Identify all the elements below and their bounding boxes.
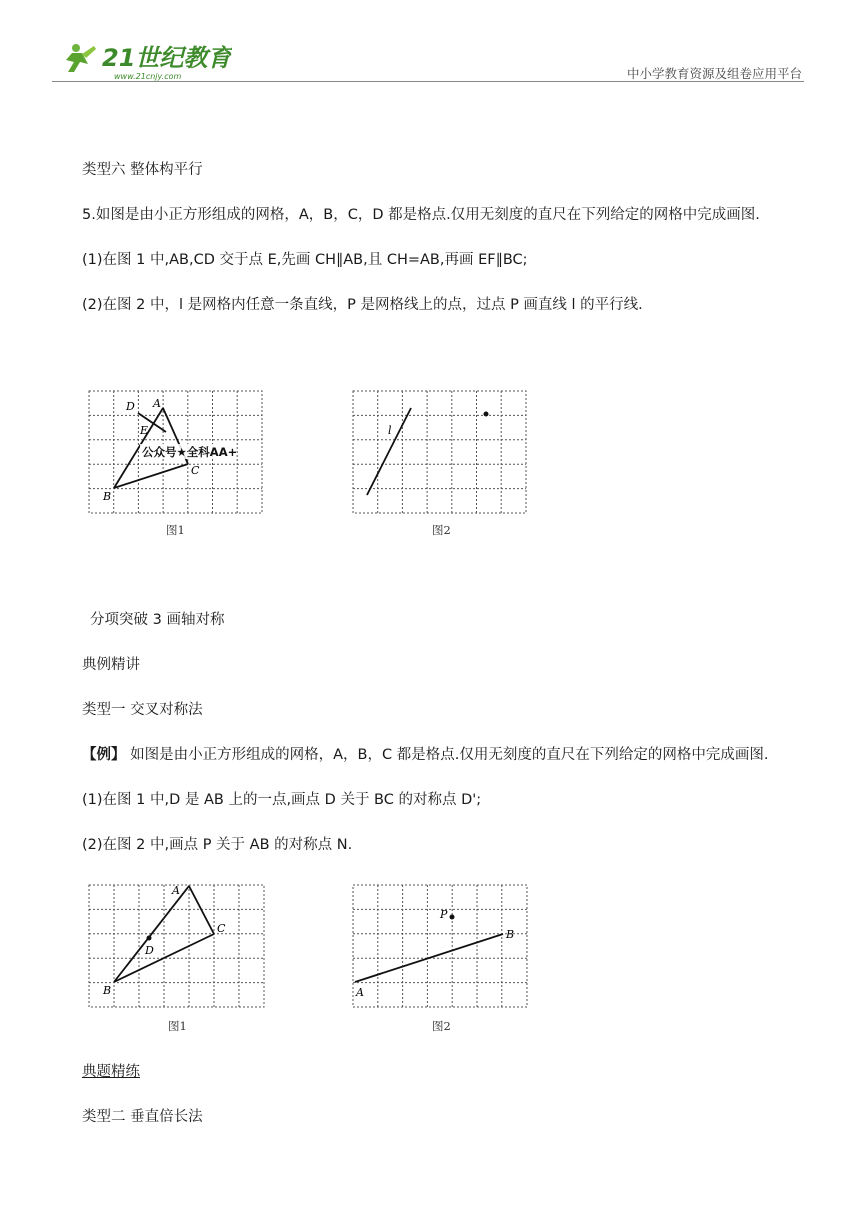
example-part-1: (1)在图 1 中,D 是 AB 上的一点,画点 D 关于 BC 的对称点 D';: [82, 792, 482, 808]
label-e: E: [140, 424, 149, 437]
logo-21cnjy: [62, 40, 232, 82]
logo-text: 21世纪教育: [102, 44, 232, 72]
header-platform-text: 中小学教育资源及组卷应用平台: [626, 66, 802, 81]
example-stem: [82, 745, 768, 765]
point-p: [450, 915, 455, 920]
type-title-6: 类型六 整体构平行: [82, 162, 203, 178]
figure-example-2: [350, 882, 530, 1010]
grid: [353, 391, 526, 513]
label-c: C: [217, 922, 226, 935]
caption-q5-fig1: 图1: [166, 523, 185, 537]
type-title-1: 类型一 交叉对称法: [82, 702, 203, 718]
question-5-part-2: (2)在图 2 中，l 是网格内任意一条直线，P 是网格线上的点，过点 P 画直线 l 的平行线.: [82, 297, 643, 313]
label-b: B: [103, 984, 112, 997]
watermark-text: 公众号★全科AA+: [142, 445, 238, 459]
caption-q5-fig2: 图2: [432, 523, 451, 537]
label-p: P: [440, 908, 448, 921]
label-d: D: [126, 400, 135, 413]
breakthrough-title: 分项突破 3 画轴对称: [90, 612, 225, 628]
label-d: D: [145, 944, 154, 957]
caption-example-fig2: 图2: [432, 1019, 451, 1033]
example-part-2: (2)在图 2 中,画点 P 关于 AB 的对称点 N.: [82, 837, 353, 853]
label-b: B: [506, 928, 515, 941]
example-tag: 【例】: [82, 747, 126, 763]
label-l: l: [388, 424, 392, 437]
point-d: [147, 936, 152, 941]
example-heading: 典例精讲: [82, 657, 140, 673]
page-header: [0, 0, 860, 90]
header-divider: [52, 81, 804, 82]
grid: [353, 885, 527, 1007]
practice-heading: 典题精练: [82, 1064, 140, 1080]
figure-q5-1: [86, 388, 266, 516]
label-a: A: [356, 986, 364, 999]
caption-example-fig1: 图1: [168, 1019, 187, 1033]
question-5-stem: 5.如图是由小正方形组成的网格，A，B，C，D 都是格点.仅用无刻度的直尺在下列给定的网格中完成画图.: [82, 207, 760, 223]
example-text: 如图是由小正方形组成的网格，A，B，C 都是格点.仅用无刻度的直尺在下列给定的网格中完成画图.: [125, 747, 769, 763]
label-a: A: [153, 397, 161, 410]
label-c: C: [191, 464, 200, 477]
label-b: B: [103, 490, 112, 503]
type-title-2: 类型二 垂直倍长法: [82, 1109, 203, 1125]
line-l: [367, 408, 411, 495]
label-a: A: [172, 884, 180, 897]
logo-url: www.21cnjy.com: [114, 72, 182, 81]
question-5-part-1: (1)在图 1 中,AB,CD 交于点 E,先画 CH∥AB,且 CH=AB,再画 EF∥BC;: [82, 252, 528, 268]
figure-q5-2: [350, 388, 530, 516]
figure-example-1: [86, 882, 268, 1010]
point-p: [484, 412, 489, 417]
